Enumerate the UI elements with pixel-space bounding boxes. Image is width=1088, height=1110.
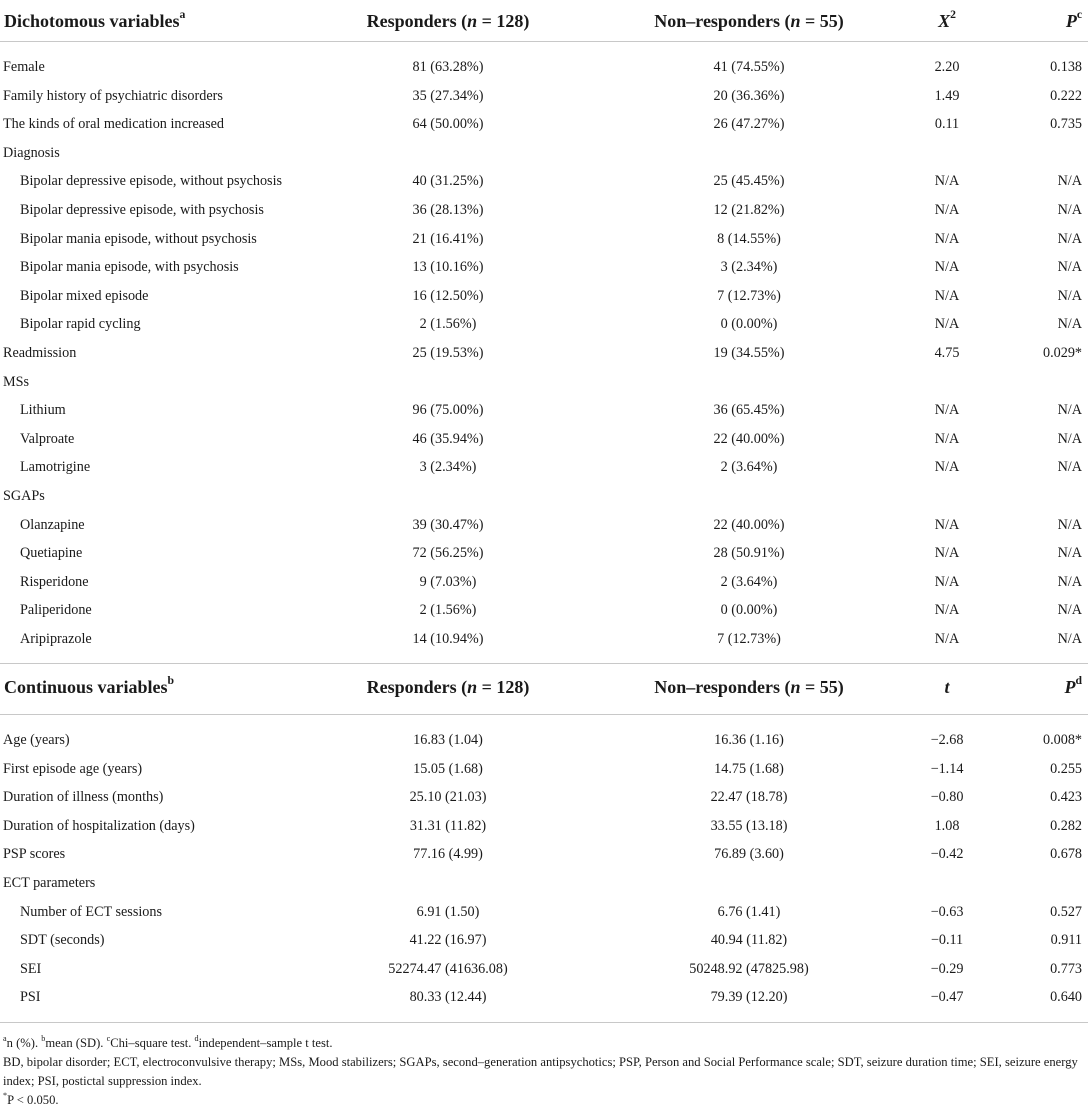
statistic-value: −0.11 <box>930 932 964 949</box>
table-row <box>0 339 1088 367</box>
row-label: Aripiprazole <box>20 631 92 647</box>
row-label: Risperidone <box>20 573 89 590</box>
statistic-value: 2.20 <box>934 59 960 75</box>
p-value-header: $P^d$ <box>1064 674 1082 697</box>
p-value: N/A <box>1057 573 1082 590</box>
statistic-value: −0.63 <box>930 903 964 920</box>
responders-value: 96 (75.00%) <box>412 402 484 419</box>
table-row <box>0 539 1088 567</box>
chi-square-header: $X^2$ <box>938 8 956 31</box>
table-row <box>0 812 1088 840</box>
table-row <box>0 926 1088 954</box>
nonresponders-value: 76.89 (3.60) <box>714 846 784 863</box>
responders-value: 39 (30.47%) <box>412 516 484 533</box>
p-value: N/A <box>1057 602 1082 619</box>
nonresponders-value: 19 (34.55%) <box>713 345 785 361</box>
row-label: Female <box>3 59 45 75</box>
nonresponders-value: 14.75 (1.68) <box>714 760 784 777</box>
nonresponders-value: 2 (3.64%) <box>720 459 778 476</box>
responders-value: 46 (35.94%) <box>412 430 484 447</box>
row-label: SEI <box>20 960 42 977</box>
row-label: PSP scores <box>3 846 66 863</box>
continuous-variable-header: Continuous variables$^b$ <box>4 674 175 697</box>
responders-value: 72 (56.25%) <box>412 545 484 562</box>
nonresponders-header: Non–responders (n = 55) <box>654 11 844 31</box>
row-label: Olanzapine <box>20 516 85 533</box>
statistic-value: N/A <box>934 430 960 447</box>
p-value: N/A <box>1057 402 1082 419</box>
p-value: N/A <box>1057 173 1082 190</box>
table-row <box>0 568 1088 596</box>
table-row <box>0 396 1088 424</box>
responders-value: 6.91 (1.50) <box>416 903 480 920</box>
p-value: N/A <box>1057 631 1082 647</box>
p-value: N/A <box>1057 430 1082 447</box>
table-row <box>0 783 1088 811</box>
row-label: Age (years) <box>3 732 70 748</box>
p-value: 0.678 <box>1050 846 1082 863</box>
table-row <box>0 225 1088 253</box>
nonresponders-value: 16.36 (1.16) <box>714 732 784 748</box>
statistic-value: −0.29 <box>930 960 964 977</box>
row-label: Valproate <box>20 430 75 447</box>
significance-note: *P < 0.050. <box>3 1090 59 1107</box>
table-row <box>0 82 1088 110</box>
statistic-value: N/A <box>934 545 960 562</box>
dichotomous-header <box>0 1 1088 41</box>
statistic-value: N/A <box>934 173 960 190</box>
row-label: Bipolar mania episode, with psychosis <box>20 259 239 276</box>
statistic-value: −0.47 <box>930 989 964 1006</box>
nonresponders-value: 3 (2.34%) <box>720 259 778 276</box>
table-row <box>0 196 1088 224</box>
responders-value: 2 (1.56%) <box>419 602 477 619</box>
statistic-value: N/A <box>934 573 960 590</box>
statistic-value: N/A <box>934 259 960 276</box>
group-label-row <box>0 482 1088 510</box>
nonresponders-value: 26 (47.27%) <box>713 116 785 133</box>
dichotomous-variable-header: Dichotomous variables$^a$ <box>4 8 186 31</box>
row-label: Bipolar rapid cycling <box>20 316 141 333</box>
statistic-value: N/A <box>934 516 960 533</box>
table-row <box>0 53 1088 81</box>
table-row <box>0 511 1088 539</box>
section-rule-bottom <box>0 714 1088 715</box>
row-label: SDT (seconds) <box>20 932 105 949</box>
nonresponders-value: 0 (0.00%) <box>720 316 778 333</box>
nonresponders-value: 41 (74.55%) <box>713 59 785 75</box>
t-stat-header: t <box>944 677 950 697</box>
statistic-value: N/A <box>934 202 960 218</box>
responders-value: 25 (19.53%) <box>412 345 484 361</box>
row-label: PSI <box>20 989 41 1006</box>
responders-value: 3 (2.34%) <box>419 459 477 476</box>
table-notes <box>3 1034 1085 1110</box>
responders-header: Responders (n = 128) <box>366 11 530 31</box>
table-row <box>0 898 1088 926</box>
row-label: Bipolar depressive episode, with psychosis <box>20 202 264 218</box>
statistic-value: −0.42 <box>930 846 964 863</box>
p-value: N/A <box>1057 545 1082 562</box>
p-value: 0.423 <box>1050 789 1082 806</box>
responders-value: 31.31 (11.82) <box>409 817 487 834</box>
row-label: Bipolar depressive episode, without psychosis <box>20 173 283 190</box>
row-label: ECT parameters <box>3 875 96 891</box>
table-row <box>0 282 1088 310</box>
statistic-value: N/A <box>934 402 960 419</box>
row-label: The kinds of oral medication increased <box>3 116 225 133</box>
p-value: 0.527 <box>1050 903 1082 920</box>
top-rule <box>0 41 1088 42</box>
row-label: Lamotrigine <box>20 459 91 476</box>
responders-value: 15.05 (1.68) <box>413 760 483 777</box>
table-row <box>0 167 1088 195</box>
p-value: 0.735 <box>1050 116 1082 133</box>
responders-value: 52274.47 (41636.08) <box>388 960 508 977</box>
p-value-header: $P^c$ <box>1065 8 1082 31</box>
nonresponders-value: 7 (12.73%) <box>717 631 781 647</box>
statistic-value: 1.49 <box>934 87 960 104</box>
responders-value: 64 (50.00%) <box>412 116 484 133</box>
group-label-row <box>0 368 1088 396</box>
responders-header: Responders (n = 128) <box>366 677 530 697</box>
statistic-value: 1.08 <box>934 817 960 834</box>
row-label: Bipolar mixed episode <box>20 287 149 304</box>
section-rule-top <box>0 663 1088 664</box>
nonresponders-value: 22 (40.00%) <box>713 516 785 533</box>
nonresponders-value: 6.76 (1.41) <box>717 903 781 920</box>
p-value: N/A <box>1057 516 1082 533</box>
p-value: 0.138 <box>1050 59 1082 75</box>
abbreviations-note: BD, bipolar disorder; ECT, electroconvulsive therapy; MSs, Mood stabilizers; SGAPs, second–generation antipsychotics; PSP, Person and Social Performance scale; SDT, seizure duration time; SEI, seizure energy index; PSI, postictal suppression index. <box>3 1055 1078 1088</box>
statistic-value: −1.14 <box>930 760 964 777</box>
responders-value: 40 (31.25%) <box>412 173 484 190</box>
responders-value: 35 (27.34%) <box>412 87 484 104</box>
nonresponders-value: 79.39 (12.20) <box>710 989 788 1006</box>
nonresponders-value: 22 (40.00%) <box>713 430 785 447</box>
nonresponders-value: 12 (21.82%) <box>713 202 785 218</box>
statistic-value: N/A <box>934 631 960 647</box>
nonresponders-value: 40.94 (11.82) <box>710 932 788 949</box>
table-row <box>0 253 1088 281</box>
table-row <box>0 755 1088 783</box>
row-label: Lithium <box>20 402 66 419</box>
table-row <box>0 840 1088 868</box>
responders-value: 9 (7.03%) <box>419 573 477 590</box>
responders-value: 14 (10.94%) <box>412 631 484 647</box>
p-value: N/A <box>1057 316 1082 333</box>
responders-value: 21 (16.41%) <box>412 230 484 247</box>
nonresponders-value: 25 (45.45%) <box>713 173 785 190</box>
row-label: Family history of psychiatric disorders <box>3 87 223 104</box>
nonresponders-value: 7 (12.73%) <box>717 287 781 304</box>
nonresponders-value: 33.55 (13.18) <box>710 817 788 834</box>
continuous-header <box>0 667 1088 707</box>
statistic-value: −2.68 <box>930 732 964 748</box>
table-row <box>0 453 1088 481</box>
statistic-value: 0.11 <box>934 116 960 133</box>
table-row <box>0 983 1088 1011</box>
group-label-row <box>0 869 1088 897</box>
statistic-value: N/A <box>934 230 960 247</box>
p-value: 0.008* <box>1042 732 1082 748</box>
table-row <box>0 955 1088 983</box>
responders-value: 13 (10.16%) <box>412 259 484 276</box>
statistic-value: N/A <box>934 602 960 619</box>
footnote-legend: $^a$n (%). $^b$mean (SD). $^c$Chi–square test. $^d$independent–sample t test. <box>3 1033 333 1050</box>
statistic-value: N/A <box>934 459 960 476</box>
p-value: N/A <box>1057 259 1082 276</box>
table-row <box>0 726 1088 754</box>
p-value: 0.029* <box>1042 345 1082 361</box>
row-label: SGAPs <box>3 488 45 504</box>
row-label: MSs <box>3 373 30 390</box>
table-row <box>0 425 1088 453</box>
nonresponders-value: 22.47 (18.78) <box>710 789 788 806</box>
table-row <box>0 625 1088 653</box>
row-label: Paliperidone <box>20 602 92 619</box>
statistic-value: 4.75 <box>934 345 960 361</box>
responders-value: 36 (28.13%) <box>412 202 484 218</box>
row-label: Readmission <box>3 345 77 361</box>
p-value: 0.911 <box>1050 932 1082 949</box>
row-label: Quetiapine <box>20 545 83 562</box>
responders-value: 80.33 (12.44) <box>409 989 487 1006</box>
p-value: N/A <box>1057 202 1082 218</box>
table-row <box>0 310 1088 338</box>
row-label: Diagnosis <box>3 144 60 161</box>
nonresponders-value: 8 (14.55%) <box>717 230 781 247</box>
row-label: First episode age (years) <box>3 760 143 777</box>
group-label-row <box>0 139 1088 167</box>
responders-value: 2 (1.56%) <box>419 316 477 333</box>
responders-value: 81 (63.28%) <box>412 59 484 75</box>
nonresponders-value: 36 (65.45%) <box>713 402 785 419</box>
nonresponders-header: Non–responders (n = 55) <box>654 677 844 697</box>
row-label: Bipolar mania episode, without psychosis <box>20 230 257 247</box>
responders-value: 16.83 (1.04) <box>413 732 483 748</box>
nonresponders-value: 50248.92 (47825.98) <box>689 960 809 977</box>
bottom-rule <box>0 1022 1088 1023</box>
p-value: 0.255 <box>1050 760 1082 777</box>
p-value: 0.773 <box>1050 960 1082 977</box>
responders-value: 25.10 (21.03) <box>409 789 487 806</box>
p-value: N/A <box>1057 459 1082 476</box>
responders-value: 77.16 (4.99) <box>413 846 483 863</box>
row-label: Number of ECT sessions <box>20 903 162 920</box>
p-value: N/A <box>1057 230 1082 247</box>
row-label: Duration of illness (months) <box>3 789 164 806</box>
p-value: 0.222 <box>1050 87 1082 104</box>
statistic-value: N/A <box>934 287 960 304</box>
row-label: Duration of hospitalization (days) <box>3 817 195 834</box>
nonresponders-value: 20 (36.36%) <box>713 87 785 104</box>
nonresponders-value: 2 (3.64%) <box>720 573 778 590</box>
nonresponders-value: 28 (50.91%) <box>713 545 785 562</box>
responders-value: 16 (12.50%) <box>412 287 484 304</box>
table-row <box>0 596 1088 624</box>
nonresponders-value: 0 (0.00%) <box>720 602 778 619</box>
p-value: N/A <box>1057 287 1082 304</box>
statistic-value: −0.80 <box>930 789 964 806</box>
p-value: 0.282 <box>1050 817 1082 834</box>
p-value: 0.640 <box>1050 989 1082 1006</box>
statistic-value: N/A <box>934 316 960 333</box>
table-row <box>0 110 1088 138</box>
responders-value: 41.22 (16.97) <box>409 932 487 949</box>
